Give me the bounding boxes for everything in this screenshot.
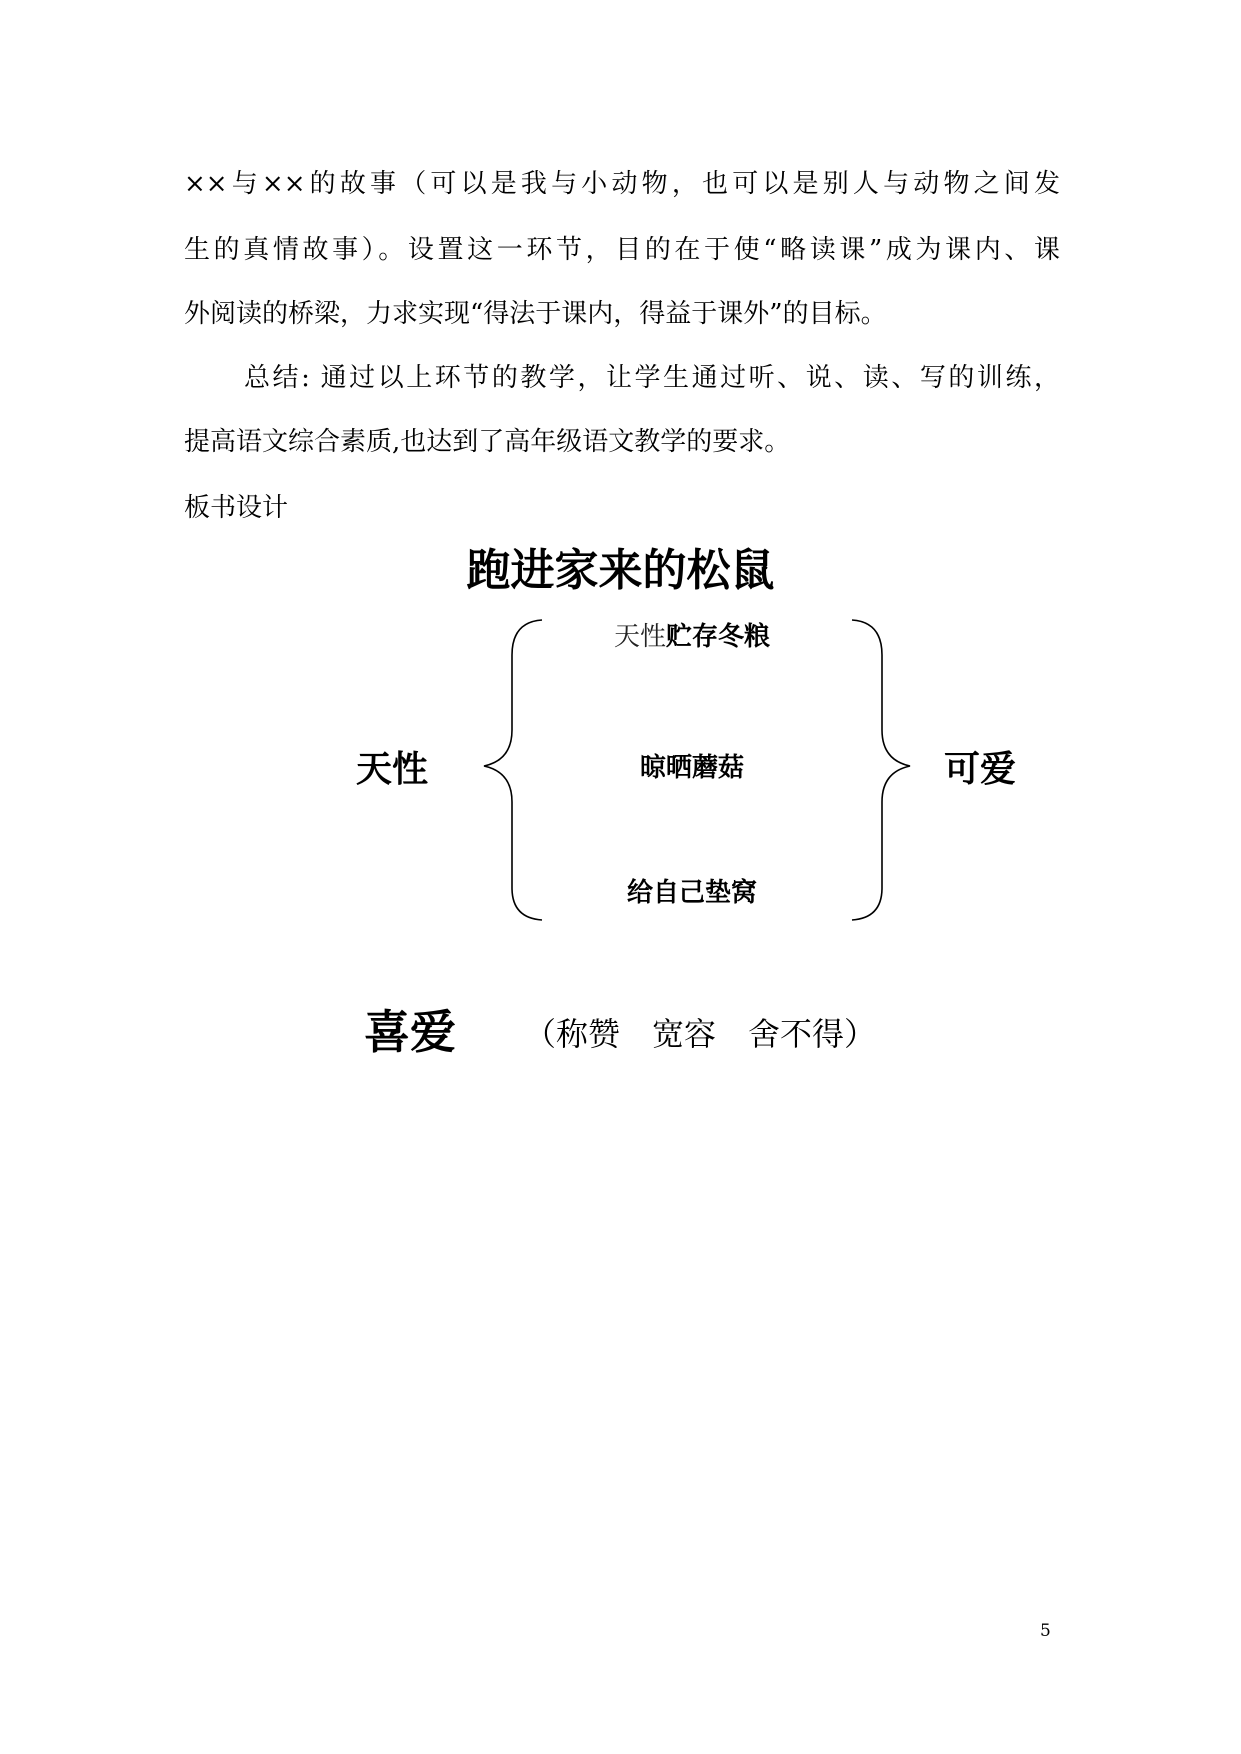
board-item-1-lead: 天性 [613, 622, 666, 652]
board-design-heading: 板书设计 [184, 493, 289, 523]
left-brace [484, 620, 542, 920]
right-brace [852, 620, 910, 920]
board-footer-key: 喜爱 [364, 1005, 456, 1059]
board-footer-words: （称赞 宽容 舍不得） [524, 1015, 877, 1053]
paragraph-line-2: 生的真情故事）。设置这一环节，目的在于使“略读课”成为课内、课 [184, 235, 1060, 265]
paragraph-line-1: ××与××的故事（可以是我与小动物，也可以是别人与动物之间发 [184, 169, 1060, 199]
board-item-2-text: 晾晒蘑菇 [639, 753, 744, 783]
board-left-label: 天性 [356, 749, 429, 790]
board-item-3-text: 给自己垫窝 [626, 878, 757, 908]
board-item-2 [560, 750, 824, 786]
paragraph-line-3: 外阅读的桥梁，力求实现“得法于课内，得益于课外”的目标。 [184, 299, 887, 329]
page-number: 5 [1040, 1621, 1051, 1641]
summary-line-2: 提高语文综合素质,也达到了高年级语文教学的要求。 [184, 427, 791, 457]
summary-line-1: 总结: 通过以上环节的教学，让学生通过听、说、读、写的训练， [244, 363, 1060, 393]
board-item-1-text: 贮存冬粮 [666, 622, 771, 652]
board-item-1 [560, 619, 824, 655]
board-item-3 [560, 875, 824, 911]
board-right-label: 可爱 [944, 749, 1017, 790]
board-title: 跑进家来的松鼠 [466, 545, 775, 596]
